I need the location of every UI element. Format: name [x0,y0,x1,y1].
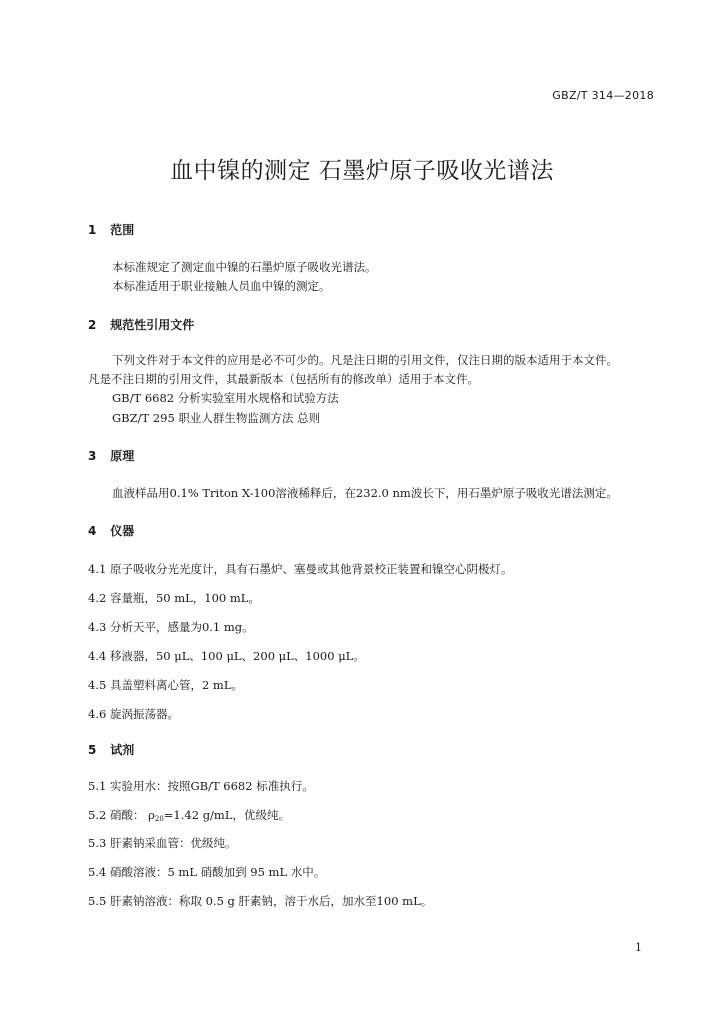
clause-5-1: 5.1 实验用水：按照GB/T 6682 标准执行。 [88,779,314,793]
clause-5-4: 5.4 硝酸溶液：5 mL 硝酸加到 95 mL 水中。 [88,865,326,879]
section-number: 2 [88,318,97,332]
section-number: 1 [88,223,97,237]
section-title: 原理 [110,449,135,463]
section-2-para-line-1: 下列文件对于本文件的应用是必不可少的。凡是注日期的引用文件，仅注日期的版本适用于本文件。 [112,353,618,367]
clause-5-2 [88,807,290,823]
clause-4-1: 4.1 原子吸收分光光度计，具有石墨炉、塞曼或其他背景校正装置和镍空心阴极灯。 [88,562,513,576]
clause-4-2: 4.2 容量瓶，50 mL，100 mL。 [88,591,260,605]
section-2-heading [88,316,194,333]
clause-4-6: 4.6 旋涡振荡器。 [88,707,179,721]
clause-4-5: 4.5 具盖塑料离心管，2 mL。 [88,678,243,692]
section-5-heading [88,741,134,758]
section-1-heading [88,221,134,238]
section-title: 范围 [110,223,135,237]
section-1-para-1: 本标准规定了测定血中镍的石墨炉原子吸收光谱法。 [112,260,377,274]
section-3-heading [88,447,134,464]
document-title: 血中镍的测定 石墨炉原子吸收光谱法 [170,158,554,184]
section-4-heading [88,522,134,539]
section-title: 仪器 [110,524,135,538]
clause-4-3: 4.3 分析天平，感量为0.1 mg。 [88,620,254,634]
section-3-para: 血液样品用0.1% Triton X-100溶液稀释后，在232.0 nm波长下，用石墨炉原子吸收光谱法测定。 [112,486,618,500]
section-number: 3 [88,449,97,463]
reference-gbzt-295: GBZ/T 295 职业人群生物监测方法 总则 [112,411,321,425]
clause-5-5: 5.5 肝素钠溶液：称取 0.5 g 肝素钠，溶于水后，加水至100 mL。 [88,894,433,908]
section-title: 规范性引用文件 [110,318,195,332]
rho-subscript: 20 [154,815,164,823]
clause-5-3: 5.3 肝素钠采血管：优级纯。 [88,836,237,850]
standard-code: GBZ/T 314—2018 [552,89,654,102]
clause-5-2-label: 5.2 硝酸： [88,808,145,822]
section-1-para-2: 本标准适用于职业接触人员血中镍的测定。 [112,279,331,293]
clause-5-2-value: =1.42 g/mL，优级纯。 [163,808,290,822]
section-title: 试剂 [110,743,135,757]
section-2-para-line-2: 凡是不注日期的引用文件，其最新版本（包括所有的修改单）适用于本文件。 [88,372,479,386]
section-number: 4 [88,524,97,538]
reference-gbt-6682: GB/T 6682 分析实验室用水规格和试验方法 [112,391,339,405]
page-number: 1 [635,941,642,954]
rho-symbol: ρ [148,808,155,822]
section-number: 5 [88,743,97,757]
clause-4-4: 4.4 移液器，50 μL、100 μL、200 μL、1000 μL。 [88,649,365,663]
